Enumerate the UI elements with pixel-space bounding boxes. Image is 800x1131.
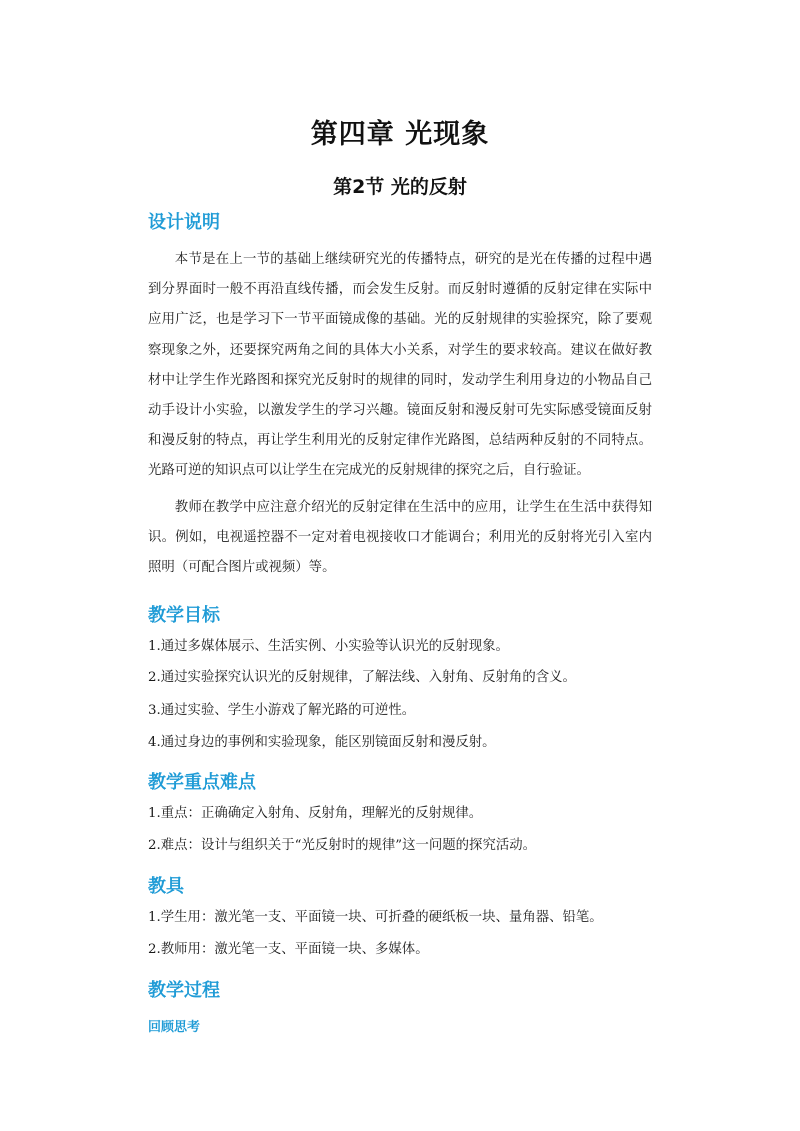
design-notes-heading: 设计说明	[148, 212, 220, 233]
teaching-goal-item-3: 3.通过实验、学生小游戏了解光路的可逆性。	[148, 703, 416, 718]
review-subheading: 回顾思考	[148, 1020, 201, 1035]
key-point-item-2: 2.难点：设计与组织关于“光反射时的规律”这一问题的探究活动。	[148, 838, 537, 853]
design-notes-paragraph-2: 教师在教学中应注意介绍光的反射定律在生活中的应用，让学生在生活中获得知识。例如，电视遥控器不一定对着电视接收口才能调台；利用光的反射将光引入室内照明（可配合图片或视频）等。	[148, 500, 652, 576]
teaching-process-heading: 教学过程	[148, 980, 220, 1001]
teaching-aid-item-1: 1.学生用：激光笔一支、平面镜一块、可折叠的硬纸板一块、量角器、铅笔。	[148, 910, 603, 925]
teaching-aid-item-2: 2.教师用：激光笔一支、平面镜一块、多媒体。	[148, 942, 429, 957]
key-point-item-1: 1.重点：正确确定入射角、反射角，理解光的反射规律。	[148, 806, 483, 821]
section-title: 第2节 光的反射	[333, 176, 467, 198]
teaching-goal-item-4: 4.通过身边的事例和实验现象，能区别镜面反射和漫反射。	[148, 735, 496, 750]
design-notes-paragraph-1: 本节是在上一节的基础上继续研究光的传播特点，研究的是光在传播的过程中遇到分界面时一般不再沿直线传播，而会发生反射。而反射时遵循的反射定律在实际中应用广泛，也是学习下一节平面镜成像的基础。光的反射规律的实验探究，除了要观察现象之外，还要探究两角之间的具体大小关系，对学生的要求较高。建议在做好教材中让学生作光路图和探究光反射时的规律的同时，发动学生利用身边的小物品自己动手设计小实验，以激发学生的学习兴趣。镜面反射和漫反射可先实际感受镜面反射和漫反射的特点，再让学生利用光的反射定律作光路图，总结两种反射的不同特点。光路可逆的知识点可以让学生在完成光的反射规律的探究之后，自行验证。	[148, 252, 652, 479]
teaching-goals-heading: 教学目标	[148, 605, 220, 626]
chapter-title: 第四章 光现象	[310, 119, 490, 150]
key-points-heading: 教学重点难点	[148, 772, 256, 793]
teaching-goal-item-2: 2.通过实验探究认识光的反射规律，了解法线、入射角、反射角的含义。	[148, 670, 576, 685]
teaching-goal-item-1: 1.通过多媒体展示、生活实例、小实验等认识光的反射现象。	[148, 639, 509, 654]
teaching-aids-heading: 教具	[148, 876, 184, 897]
